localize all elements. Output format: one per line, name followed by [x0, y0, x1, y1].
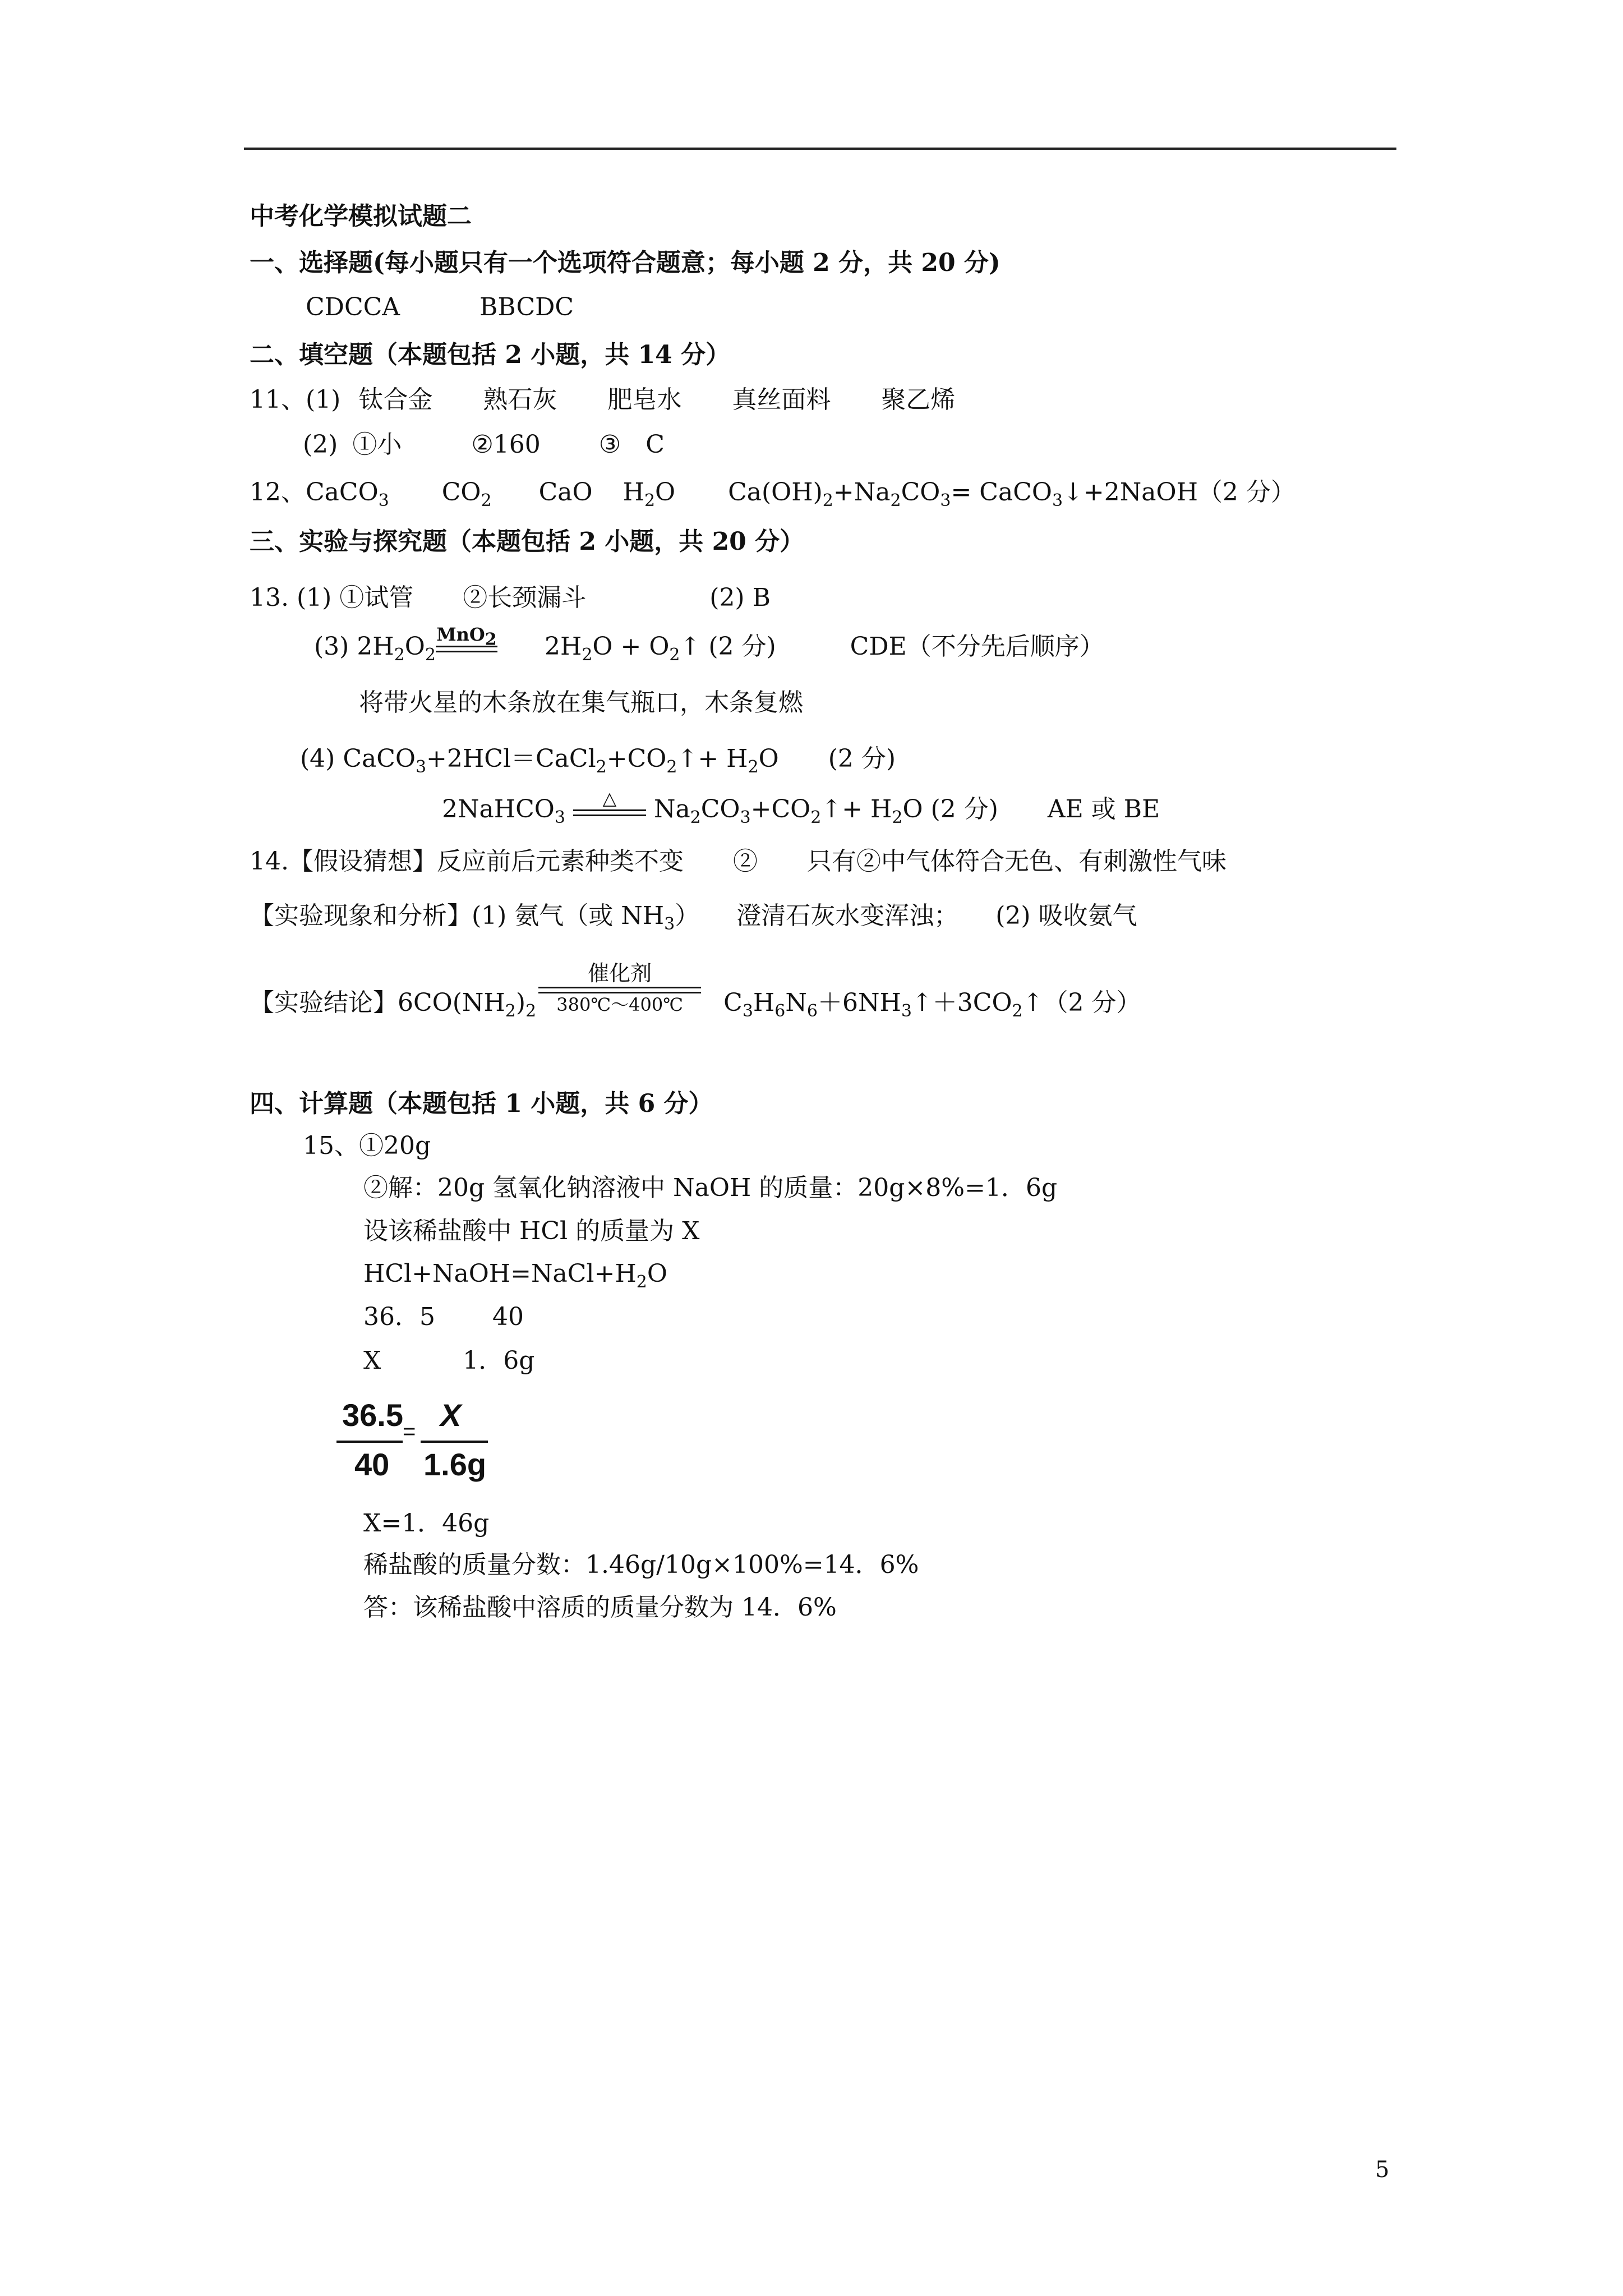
reaction-condition	[538, 961, 701, 1015]
q14-phenomena-part: ） 澄清石灰水变浑浊； (2) 吸收氨气	[675, 901, 1137, 930]
q11-2-answer: ③ C	[598, 430, 665, 459]
subscript: 3	[664, 914, 675, 934]
subscript: 3	[742, 1001, 753, 1021]
page-title: 中考化学模拟试题二	[250, 202, 472, 231]
subscript: 3	[940, 490, 951, 510]
q15-equation	[363, 1258, 667, 1290]
q13-part1: 13. (1) ①试管 ②长颈漏斗 (2) B	[250, 583, 771, 612]
subscript: 2	[596, 757, 607, 777]
subscript: 2	[505, 1001, 516, 1021]
subscript: 2	[425, 645, 436, 665]
q15-ratio-line1: 36．5 40	[363, 1303, 524, 1331]
section-1-heading: 一、选择题(每小题只有一个选项符合题意；每小题 2 分，共 20 分)	[250, 249, 1000, 277]
q11-part1	[250, 384, 955, 416]
equation-part: O	[404, 632, 425, 661]
q11-2-answer: ①小	[352, 430, 402, 459]
equation-part: Ca(OH)	[728, 478, 823, 507]
q11-label: 11、(1)	[250, 385, 341, 414]
subscript: 3	[415, 757, 427, 777]
fraction-denominator: 40	[354, 1447, 390, 1482]
q15-line1: 15、①20g	[303, 1131, 431, 1160]
equation-part: CO	[901, 478, 940, 507]
equation-part: ↑（2 分）	[1022, 988, 1141, 1017]
equation-part: ＋6NH	[817, 988, 901, 1017]
equation-part: (3) 2H	[314, 632, 394, 661]
equation-part: ↑+ H	[677, 744, 748, 773]
q15-mass-fraction: 稀盐酸的质量分数：1.46g/10g×100%=14．6%	[363, 1550, 919, 1579]
equation-part: O (2 分)	[758, 744, 896, 773]
equation-part: Na	[653, 795, 690, 823]
subscript: 3	[1052, 490, 1063, 510]
equation-part: ↑ (2 分) CDE（不分先后顺序）	[680, 632, 1104, 661]
subscript: 2	[669, 645, 680, 665]
equation-part: +Na	[833, 478, 891, 507]
proportion-fraction	[336, 1397, 494, 1492]
q13-part4	[300, 743, 896, 775]
q15-result: X=1．46g	[363, 1509, 490, 1538]
catalyst-label	[436, 623, 497, 649]
section-4-heading: 四、计算题（本题包括 1 小题，共 6 分）	[250, 1089, 713, 1118]
q11-answer: 聚乙烯	[881, 385, 956, 414]
equation-part: 2NaHCO	[442, 795, 555, 823]
choice-answers-6-10: BBCDC	[479, 293, 574, 321]
q15-answer: 答：该稀盐酸中溶质的质量分数为 14．6%	[363, 1593, 837, 1622]
formula: H	[623, 478, 644, 507]
equals-sign: =	[403, 1419, 416, 1444]
subscript: 2	[644, 490, 656, 510]
fraction-bar	[336, 1441, 403, 1443]
equation-part: CO	[700, 795, 740, 823]
subscript: 6	[774, 1001, 786, 1021]
q11-2-answer: ②160	[471, 430, 541, 459]
q13-part3	[314, 623, 1104, 665]
formula: O	[655, 478, 676, 507]
subscript: 2	[890, 490, 901, 510]
q11-2-label: (2)	[303, 430, 338, 459]
equals-bars	[538, 987, 701, 993]
q14-phenomena-part: 【实验现象和分析】(1) 氨气（或 NH	[250, 901, 665, 930]
q15-line3: 设该稀盐酸中 HCl 的质量为 X	[363, 1217, 700, 1245]
subscript: 6	[806, 1001, 818, 1021]
equation-part: +2HCl＝CaCl	[426, 744, 596, 773]
subscript: 3	[901, 1001, 912, 1021]
equation-part: HCl+NaOH=NaCl+H	[363, 1259, 637, 1288]
equals-bars	[573, 809, 646, 816]
temperature-label: 380℃～400℃	[556, 993, 684, 1015]
formula: CaCO	[306, 478, 379, 507]
section-3-heading: 三、实验与探究题（本题包括 2 小题，共 20 分）	[250, 527, 805, 556]
equation-part: = CaCO	[951, 478, 1052, 507]
q12-label: 12、	[250, 478, 306, 507]
q14-hypothesis: 14.【假设猜想】反应前后元素种类不变 ② 只有②中气体符合无色、有刺激性气味	[250, 847, 1227, 876]
equation-part: )	[515, 988, 526, 1017]
equation-part: +CO	[750, 795, 811, 823]
catalyst-label: 催化剂	[588, 960, 652, 986]
subscript: 2	[892, 807, 903, 827]
subscript: 2	[690, 807, 701, 827]
heat-symbol: △	[602, 787, 617, 809]
subscript: 2	[748, 757, 759, 777]
equation-part: H	[753, 988, 775, 1017]
equation-part: (4) CaCO	[300, 744, 416, 773]
fraction-bar	[421, 1441, 488, 1443]
subscript: 2	[810, 807, 822, 827]
reaction-condition	[436, 624, 497, 654]
formula: CO	[441, 478, 481, 507]
equation-part: ↓+2NaOH（2 分）	[1063, 478, 1295, 507]
equation-part: ↑＋3CO	[911, 988, 1012, 1017]
equation-part: 2H	[544, 632, 582, 661]
q11-answer: 肥皂水	[607, 385, 682, 414]
q11-answer: 钛合金	[358, 385, 433, 414]
subscript: 2	[636, 1272, 647, 1292]
reaction-condition	[573, 788, 646, 817]
q14-conclusion	[250, 960, 1141, 1021]
q11-answer: 熟石灰	[483, 385, 557, 414]
subscript: 3	[378, 490, 389, 510]
subscript: 2	[485, 629, 497, 649]
subscript: 3	[554, 807, 565, 827]
subscript: 2	[666, 757, 677, 777]
equation-part: C	[723, 988, 743, 1017]
page-number: 5	[1375, 2157, 1390, 2183]
subscript: 2	[481, 490, 492, 510]
header-rule	[244, 148, 1396, 150]
equation-part: O (2 分) AE 或 BE	[902, 795, 1160, 823]
equation-part: ↑+ H	[821, 795, 892, 823]
q15-line2: ②解：20g 氢氧化钠溶液中 NaOH 的质量：20g×8%=1．6g	[363, 1174, 1058, 1202]
equation-part: N	[785, 988, 807, 1017]
q14-phenomena	[250, 900, 1137, 932]
equation-part: O	[647, 1259, 667, 1288]
equation-part: 【实验结论】6CO(NH	[250, 988, 505, 1017]
subscript: 2	[525, 1001, 537, 1021]
section-2-heading: 二、填空题（本题包括 2 小题，共 14 分）	[250, 341, 731, 369]
formula: CaO	[538, 478, 593, 507]
fraction-denominator: 1.6g	[423, 1447, 487, 1482]
equation-part: +CO	[606, 744, 667, 773]
q12-answers	[250, 477, 1295, 508]
subscript: 2	[582, 645, 593, 665]
condition-text: MnO	[436, 623, 485, 645]
q11-answer: 真丝面料	[732, 385, 831, 414]
q13-part3-line2: 将带火星的木条放在集气瓶口，木条复燃	[359, 688, 803, 717]
q15-ratio-line2: X 1．6g	[363, 1346, 535, 1375]
subscript: 3	[740, 807, 751, 827]
subscript: 2	[1012, 1001, 1023, 1021]
fraction-numerator: 36.5	[342, 1397, 403, 1433]
q11-part2	[303, 429, 665, 461]
fraction-numerator: X	[440, 1397, 462, 1433]
subscript: 2	[822, 490, 833, 510]
choice-answers-1-5: CDCCA	[306, 293, 400, 321]
subscript: 2	[394, 645, 405, 665]
equation-part: O + O	[592, 632, 670, 661]
q13-part4-line2	[442, 787, 1160, 827]
